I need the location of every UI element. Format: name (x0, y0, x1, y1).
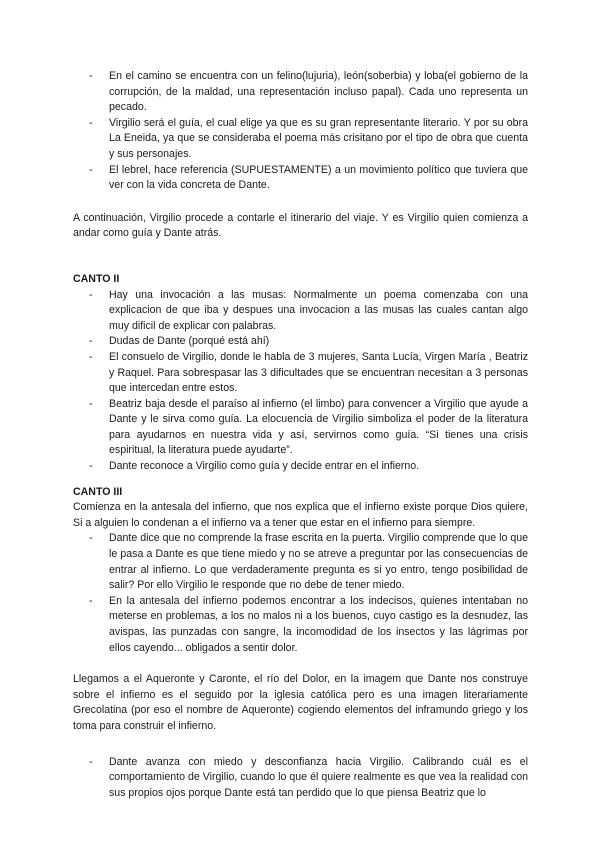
list-item: - En el camino se encuentra con un felino(lujuria), león(soberbia) y loba(el gobierno de la corrupción, de la maldad, una representación incluso papal). Cada uno representa un pecado. (73, 69, 528, 116)
top-bullet-list (73, 69, 528, 194)
itinerary-paragraph: A continuación, Virgilio procede a contarle el itinerario del viaje. Y es Virgilio quien comienza a andar como guía y Dante atrás. (73, 211, 528, 240)
canto-2-bullet-list (73, 288, 528, 475)
canto-3-intro: Comienza en la antesala del infierno, que nos explica que el infierno existe porque Dios quiere, Si a alguien lo condenan a el infierno va a tener que estar en el infierno para siempre. (73, 501, 528, 529)
list-item: - Dudas de Dante (porqué está ahí) (73, 334, 528, 350)
list-item: - El consuelo de Virgilio, donde le habla de 3 mujeres, Santa Lucía, Virgen María , Beatriz y Raquel. Para sobrespasar las 3 dificultades que se encuentran necesitan a 3 personas que intercedan entre estos. (73, 350, 528, 397)
list-item: - Dante dice que no comprende la frase escrita en la puerta. Virgilio comprende que lo que le pasa a Dante es que tiene miedo y no se atreve a preguntar por las consecuencias de entrar al infierno. Lo que verdaderamente pregunta es si yo entro, tengo posibilidad de salir? Por ello Virgilio le responde que no debe de tener miedo. (73, 531, 528, 593)
list-item: - Dante reconoce a Virgilio como guía y decide entrar en el infierno. (73, 459, 528, 475)
list-item: - Dante avanza con miedo y desconfianza hacia Virgilio. Calibrando cuál es el comportamiento de Virgilio, cuando lo que él quiere realmente es que vea la realidad con sus propios ojos porque Dante está tan perdido que lo que piensa Beatriz que lo (73, 755, 528, 802)
list-item: - El lebrel, hace referencia (SUPUESTAMENTE) a un movimiento político que tuviera que ver con la vida concreta de Dante. (73, 163, 528, 194)
canto-3-bullet-list-2 (73, 755, 528, 802)
canto-3-bullet-list (73, 531, 528, 656)
document-body (73, 69, 528, 801)
list-item: - Hay una invocación a las musas: Normalmente un poema comenzaba con una explicacion de que iba y despues una invocacion a las musas las cuales cantan algo muy dificil de explicar con palabras. (73, 288, 528, 335)
aqueronte-paragraph: Llegamos a el Aqueronte y Caronte, el río del Dolor, en la imagem que Dante nos construye sobre el infierno es el seguido por la iglesia católica pero es una imagen literariamente Grecolatina (por eso el nombre de Aqueronte) cogiendo elementos del inframundo griego y los toma para construir el infierno. (73, 673, 528, 732)
list-item: - Virgilio será el guía, el cual elige ya que es su gran representante literario. Y por su obra La Eneida, ya que se consideraba el poema más crisitano por el tipo de obra que cuenta y sus personajes. (73, 116, 528, 163)
list-item: - Beatriz baja desde el paraíso al infierno (el limbo) para convencer a Virgilio que ayude a Dante y le sirva como guía. La elocuencia de Virgilio simboliza el poder de la literatura para ayudarnos en nuestra vida y así, servirnos como guía. “Si tienes una crisis espiritual, la literatura puede ayudarte”. (73, 397, 528, 459)
canto-3-heading: CANTO III (73, 485, 123, 498)
canto-2-heading: CANTO II (73, 272, 120, 285)
list-item: - En la antesala del infierno podemos encontrar a los indecisos, quienes intentaban no meterse en problemas, a los no malos ni a los buenos, cuyo castigo es la desnudez, las avispas, las punzadas con sangre, la incomodidad de los insectos y las lágrimas por ellos cayendo... obligados a sentir dolor. (73, 594, 528, 656)
